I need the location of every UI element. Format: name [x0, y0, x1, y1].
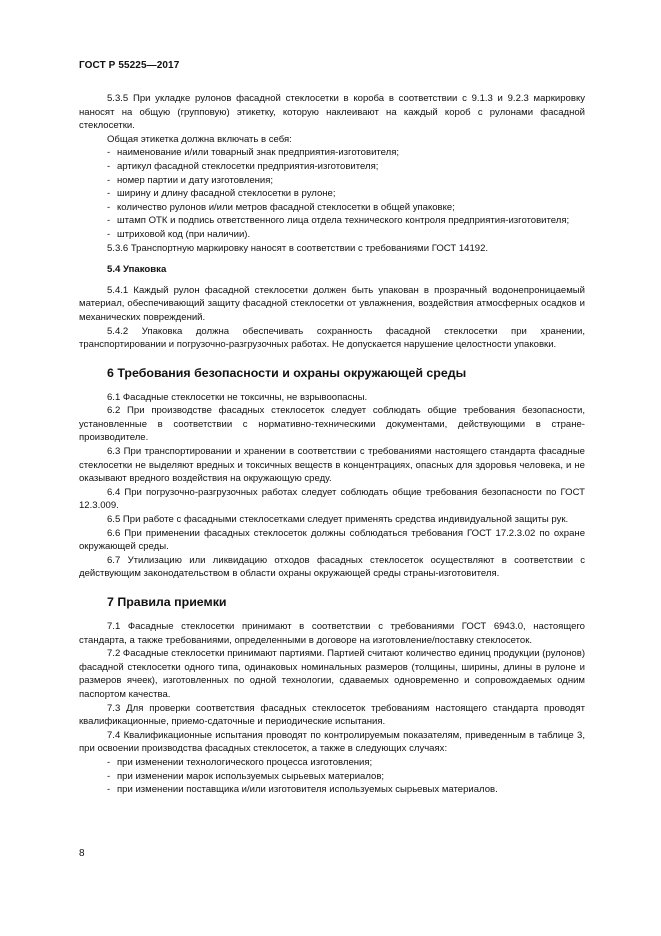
- list-item: - номер партии и дату изготовления;: [107, 174, 274, 186]
- list-item: - штамп ОТК и подпись ответственного лица отдела технического контроля предприятия-изготовителя;: [107, 215, 570, 227]
- paragraph-6-7: 6.7 Утилизацию или ликвидацию отходов фасадных стеклосеток осуществляют в соответствии с действующим законодательством в области охраны окружающей среды страны-изготовителя.: [79, 554, 585, 580]
- list-dash: -: [107, 201, 111, 213]
- list-item: - артикул фасадной стеклосетки предприятия-изготовителя;: [107, 160, 379, 172]
- list-item: - количество рулонов и/или метров фасадной стеклосетки в общей упаковке;: [107, 201, 455, 213]
- qualification-list: [79, 756, 585, 797]
- list-dash: -: [107, 160, 111, 172]
- paragraph-5-3-5: 5.3.5 При укладке рулонов фасадной стеклосетки в короба в соответствии с 9.1.3 и 9.2.3 маркировку наносят на общую (групповую) этикетку, которую наклеивают на каждый короб с рулонами фасадной стеклосетки.: [79, 93, 585, 132]
- list-item: - при изменении марок используемых сырьевых материалов;: [107, 770, 385, 782]
- list-dash: -: [107, 215, 111, 227]
- list-dash: -: [107, 770, 111, 782]
- list-dash: -: [107, 756, 111, 768]
- paragraph-6-3: 6.3 При транспортировании и хранении в соответствии с требованиями настоящего стандарта фасадные стеклосетки не выделяют вредных и токсичных веществ в концентрациях, опасных для здоровья человека, и не оказывают вредного воздействия на окружающую среду.: [79, 446, 585, 485]
- paragraph-7-3: 7.3 Для проверки соответствия фасадных стеклосеток требованиям настоящего стандарта проводят квалификационные, приемо-сдаточные и периодические испытания.: [79, 702, 585, 728]
- list-item: - ширину и длину фасадной стеклосетки в рулоне;: [107, 188, 336, 200]
- paragraph-5-4-2: 5.4.2 Упаковка должна обеспечивать сохранность фасадной стеклосетки при хранении, транспортировании и погрузочно-разгрузочных работах. Не допускается нарушение целостности упаковки.: [79, 325, 585, 351]
- section-heading-7: 7 Правила приемки: [107, 595, 227, 609]
- section-heading-6: 6 Требования безопасности и охраны окружающей среды: [107, 365, 467, 380]
- subsection-heading-5-4: 5.4 Упаковка: [107, 264, 167, 276]
- paragraph-6-5: 6.5 При работе с фасадными стеклосетками следует применять средства индивидуальной защиты рук.: [107, 514, 569, 526]
- paragraph-5-3-6: 5.3.6 Транспортную маркировку наносят в соответствии с требованиями ГОСТ 14192.: [107, 242, 489, 254]
- paragraph-6-2: 6.2 При производстве фасадных стеклосеток следует соблюдать общие требования безопасности, установленные в соответствии с нормативно-техническими документами, действующими в стране-производителе.: [79, 405, 585, 444]
- page-number: 8: [79, 848, 85, 859]
- list-dash: -: [107, 784, 111, 796]
- list-item: - штриховой код (при наличии).: [107, 228, 251, 240]
- list-dash: -: [107, 228, 111, 240]
- list-item: - при изменении технологического процесса изготовления;: [107, 756, 373, 768]
- paragraph-5-4-1: 5.4.1 Каждый рулон фасадной стеклосетки должен быть упакован в прозрачный водонепроницаемый материал, обеспечивающий защиту фасадной стеклосетки от увлажнения, воздействия атмосферных осадков и механических повреждений.: [79, 284, 585, 323]
- list-dash: -: [107, 188, 111, 200]
- paragraph-7-1: 7.1 Фасадные стеклосетки принимают в соответствии с требованиями ГОСТ 6943.0, настоящего стандарта, а также требованиями, определенными в договоре на изготовление/поставку стеклосеток.: [79, 621, 585, 646]
- list-item: - при изменении поставщика и/или изготовителя используемых сырьевых материалов.: [107, 784, 498, 796]
- paragraph-7-2: 7.2 Фасадные стеклосетки принимают партиями. Партией считают количество единиц продукции (рулонов) фасадной стеклосетки одного типа, одинаковых номинальных размеров (толщины, ширины, длины в рулоне и размеров ячеек), изготовленных по одной технологии, сдаваемых одновременно и сопровождаемых одним паспортом качества.: [79, 648, 585, 700]
- label-intro: Общая этикетка должна включать в себя:: [107, 133, 292, 145]
- paragraph-7-4: 7.4 Квалификационные испытания проводят по контролируемым показателям, приведенным в таблице 3, при освоении производства фасадных стеклосеток, а также в следующих случаях:: [79, 729, 585, 755]
- paragraph-6-4: 6.4 При погрузочно-разгрузочных работах следует соблюдать общие требования безопасности по ГОСТ 12.3.009.: [79, 486, 585, 512]
- paragraph-6-1: 6.1 Фасадные стеклосетки не токсичны, не взрывоопасны.: [107, 391, 368, 403]
- list-dash: -: [107, 174, 111, 186]
- paragraph-6-6: 6.6 При применении фасадных стеклосеток должны соблюдаться требования ГОСТ 17.2.3.02 по охране окружающей среды.: [79, 527, 585, 553]
- list-dash: -: [107, 147, 111, 159]
- list-item: - наименование и/или товарный знак предприятия-изготовителя;: [107, 147, 400, 159]
- label-list: [79, 146, 585, 241]
- document-body: [79, 92, 585, 797]
- document-header: ГОСТ Р 55225—2017: [79, 60, 180, 71]
